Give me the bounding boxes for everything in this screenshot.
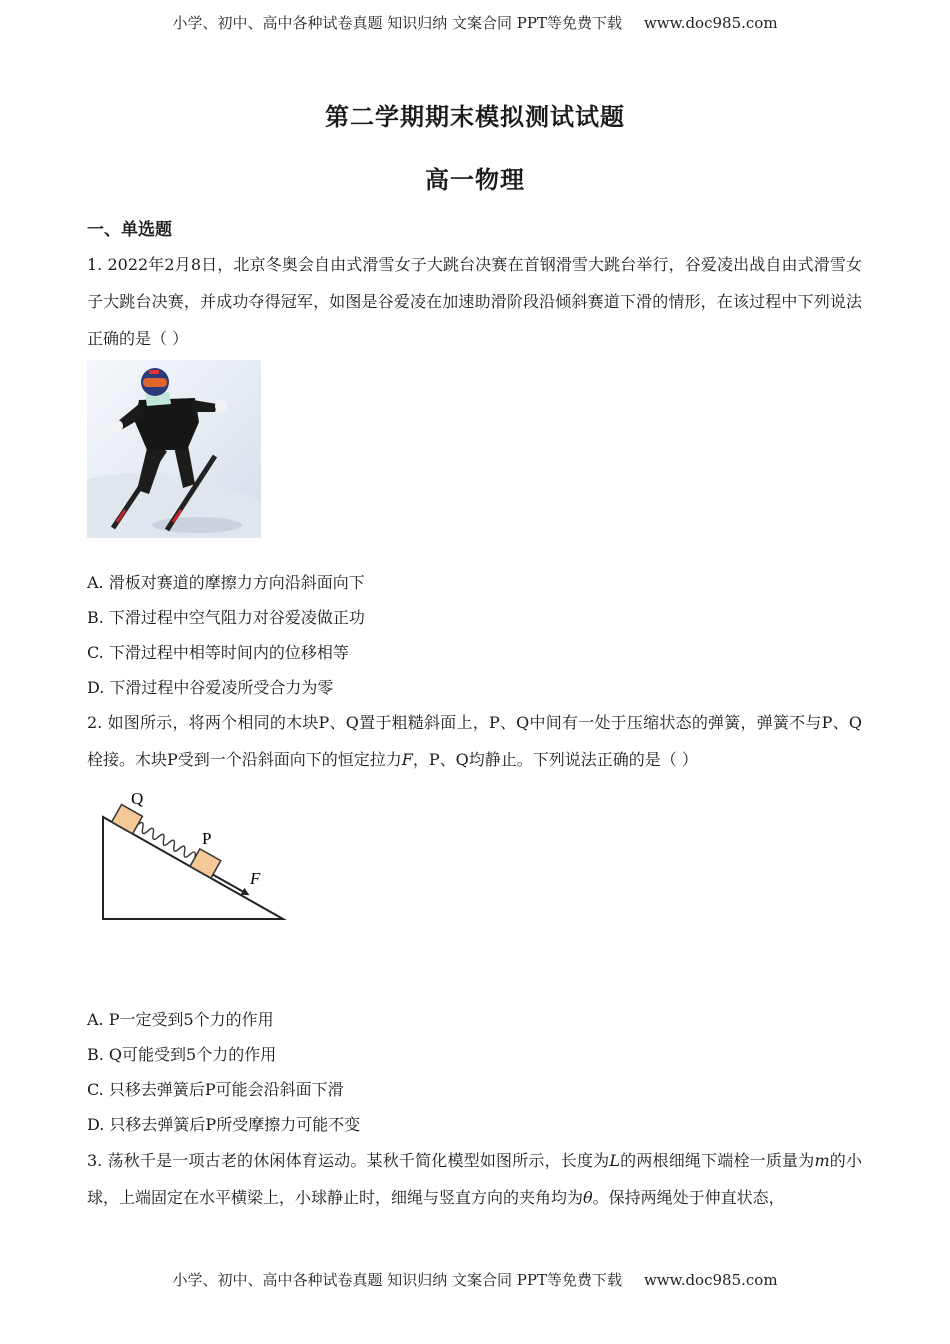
question-1-stem: 1. 2022年2月8日，北京冬奥会自由式滑雪女子大跳台决赛在首钢滑雪大跳台举行，谷爱凌出战自由式滑雪女子大跳台决赛，并成功夺得冠军，如图是谷爱凌在加速助滑阶段沿倾斜赛道下滑的情形，在该过程中下列说法正确的是（ ） <box>87 255 862 348</box>
header-site: www.doc985.com <box>643 14 778 32</box>
header-text: 小学、初中、高中各种试卷真题 知识归纳 文案合同 PPT等免费下载 <box>172 14 622 32</box>
q2-var-f: F <box>401 750 413 769</box>
q1-option-b: B. 下滑过程中空气阻力对谷爱凌做正功 <box>87 608 365 627</box>
skier-photo <box>87 360 261 538</box>
q3-var-theta: θ <box>583 1188 593 1207</box>
section-heading: 一、单选题 <box>87 220 172 240</box>
q3-stem-part-a: 3. 荡秋千是一项古老的休闲体育运动。某秋千简化模型如图所示，长度为 <box>87 1151 610 1170</box>
label-f: F <box>250 869 261 888</box>
q3-var-l: L <box>609 1151 620 1170</box>
q2-stem-part-b: ，P、Q均静止。下列说法正确的是（ ） <box>412 750 698 769</box>
q2-option-d: D. 只移去弹簧后P所受摩擦力可能不变 <box>87 1115 361 1134</box>
page-header <box>0 12 950 33</box>
question-3-stem <box>87 1142 862 1216</box>
footer-site: www.doc985.com <box>643 1271 778 1289</box>
page-footer <box>0 1269 950 1290</box>
q3-stem-part-b: 的两根细绳下端栓一质量为 <box>619 1151 815 1170</box>
label-p: P <box>202 829 212 848</box>
footer-text: 小学、初中、高中各种试卷真题 知识归纳 文案合同 PPT等免费下载 <box>172 1271 622 1289</box>
incline-spring-diagram <box>95 784 295 929</box>
q2-option-a: A. P一定受到5个力的作用 <box>87 1010 274 1029</box>
q2-option-c: C. 只移去弹簧后P可能会沿斜面下滑 <box>87 1080 344 1099</box>
q3-stem-part-c: 的小球，上端固定在水平横梁上，小球静止时，细绳与竖直方向的夹角均为 <box>87 1151 862 1207</box>
q3-var-m: m <box>814 1151 830 1170</box>
q1-option-c: C. 下滑过程中相等时间内的位移相等 <box>87 643 349 662</box>
q2-stem-part-a: 2. 如图所示，将两个相同的木块P、Q置于粗糙斜面上，P、Q中间有一处于压缩状态的弹簧，弹簧不与P、Q栓接。木块P受到一个沿斜面向下的恒定拉力 <box>87 713 862 769</box>
question-2-stem <box>87 704 862 778</box>
exam-title: 第二学期期末模拟测试试题 <box>325 102 625 131</box>
exam-subtitle: 高一物理 <box>425 165 525 194</box>
q1-option-a: A. 滑板对赛道的摩擦力方向沿斜面向下 <box>87 573 365 592</box>
q1-option-d: D. 下滑过程中谷爱凌所受合力为零 <box>87 678 334 697</box>
q2-option-b: B. Q可能受到5个力的作用 <box>87 1045 277 1064</box>
q3-stem-part-d: 。保持两绳处于伸直状态， <box>592 1188 785 1207</box>
label-q: Q <box>131 789 144 808</box>
